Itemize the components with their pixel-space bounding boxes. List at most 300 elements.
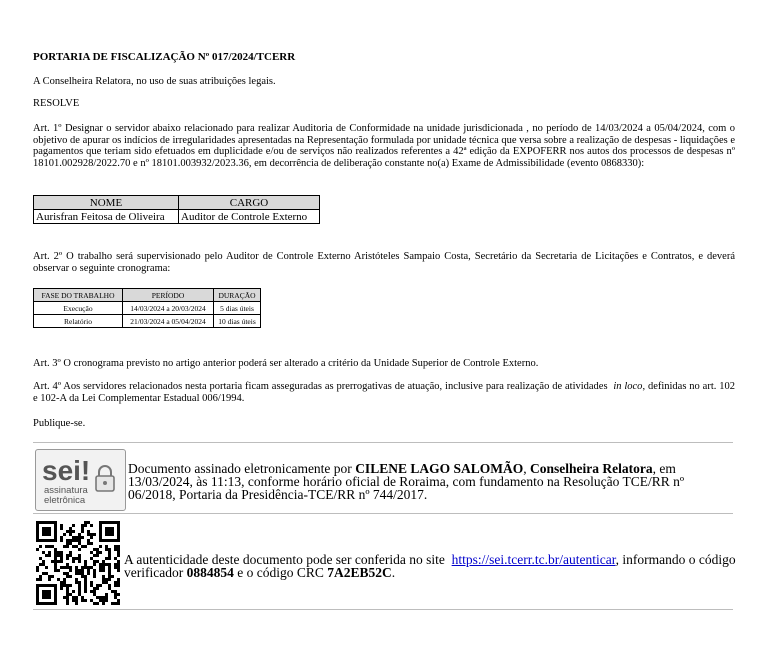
qr-module xyxy=(90,584,93,587)
qr-module xyxy=(69,569,72,572)
qr-module xyxy=(69,539,72,542)
qr-module xyxy=(99,569,102,572)
qr-module xyxy=(108,566,111,569)
qr-module xyxy=(105,545,108,548)
schedule-phase: Execução xyxy=(34,302,123,315)
qr-module xyxy=(75,581,78,584)
qr-module xyxy=(81,527,84,530)
qr-module xyxy=(108,575,111,578)
qr-module xyxy=(108,578,111,581)
qr-module xyxy=(66,584,69,587)
qr-module xyxy=(96,587,99,590)
qr-module xyxy=(117,545,120,548)
qr-module xyxy=(63,533,66,536)
schedule-duration: 10 dias úteis xyxy=(214,315,261,328)
qr-code xyxy=(36,521,120,605)
qr-module xyxy=(72,590,75,593)
qr-module xyxy=(48,554,51,557)
qr-module xyxy=(90,557,93,560)
qr-module xyxy=(75,539,78,542)
qr-module xyxy=(72,536,75,539)
divider xyxy=(33,513,733,514)
verifier-code: 0884854 xyxy=(186,565,234,580)
logo-sub1: assinatura xyxy=(44,485,88,496)
qr-module xyxy=(39,545,42,548)
qr-module xyxy=(117,593,120,596)
qr-module xyxy=(93,554,96,557)
qr-module xyxy=(63,566,66,569)
qr-module xyxy=(90,533,93,536)
authenticity-block xyxy=(124,553,736,579)
qr-module xyxy=(93,590,96,593)
qr-module xyxy=(48,578,51,581)
qr-module xyxy=(78,542,81,545)
qr-module xyxy=(111,602,114,605)
qr-module xyxy=(96,554,99,557)
qr-module xyxy=(96,602,99,605)
qr-module xyxy=(81,575,84,578)
qr-module xyxy=(78,581,81,584)
signature-prefix: Documento assinado eletronicamente por xyxy=(128,461,352,476)
qr-module xyxy=(72,596,75,599)
qr-module xyxy=(54,563,57,566)
divider xyxy=(33,609,733,610)
qr-module xyxy=(69,554,72,557)
article-4-text: Art. 4º Aos servidores relacionados nesta portaria ficam asseguradas as prerrogativas de atuação, inclusive para realização de atividades xyxy=(33,381,608,392)
qr-module xyxy=(108,557,111,560)
qr-module xyxy=(99,596,102,599)
qr-module xyxy=(75,596,78,599)
qr-module xyxy=(57,554,60,557)
qr-module xyxy=(108,587,111,590)
logo-sub2: eletrônica xyxy=(44,495,86,506)
staff-name: Aurisfran Feitosa de Oliveira xyxy=(34,210,179,224)
qr-module xyxy=(105,593,108,596)
qr-module xyxy=(60,581,63,584)
qr-module xyxy=(108,584,111,587)
qr-module xyxy=(108,554,111,557)
qr-module xyxy=(117,551,120,554)
qr-module xyxy=(87,533,90,536)
qr-module xyxy=(99,545,102,548)
qr-module xyxy=(75,557,78,560)
qr-module xyxy=(63,584,66,587)
divider xyxy=(33,442,733,443)
article-1: Art. 1º Designar o servidor abaixo relacionado para realizar Auditoria de Conformidade na unidade jurisdicionada , no período de 14/03/2024 a 05/04/2024, com o objetivo de apurar os indícios de irregularidades apresentadas na Representação formulada por unidade técnica que versa sobre a realização de despesas - liquidações e pagamentos que teriam sido efetuados em duplicidade e/ou de serviços não realizados referentes a 42ª edição da EXPOFERR nos autos dos processos de despesas nº 18101.002928/2022.70 e nº 18101.003932/2023.36, em decorrência de deliberação constante no(a) Exame de Admissibilidade (evento 0868330): xyxy=(33,123,735,169)
qr-module xyxy=(93,602,96,605)
qr-module xyxy=(105,548,108,551)
lock-icon xyxy=(96,466,114,491)
qr-module xyxy=(117,581,120,584)
qr-module xyxy=(66,590,69,593)
qr-module xyxy=(78,539,81,542)
qr-module xyxy=(117,566,120,569)
qr-module xyxy=(84,563,87,566)
qr-module xyxy=(42,560,45,563)
qr-module xyxy=(54,554,57,557)
qr-module xyxy=(117,548,120,551)
qr-module xyxy=(54,551,57,554)
qr-module xyxy=(84,584,87,587)
qr-module xyxy=(108,569,111,572)
qr-module xyxy=(57,578,60,581)
qr-module xyxy=(78,572,81,575)
qr-module xyxy=(66,566,69,569)
qr-module xyxy=(87,566,90,569)
qr-module xyxy=(99,584,102,587)
qr-module xyxy=(108,572,111,575)
qr-module xyxy=(57,569,60,572)
page-title: PORTARIA DE FISCALIZAÇÃO Nº 017/2024/TCERR xyxy=(33,51,296,63)
qr-module xyxy=(87,572,90,575)
qr-module xyxy=(45,554,48,557)
qr-module xyxy=(96,584,99,587)
qr-module xyxy=(114,590,117,593)
qr-module xyxy=(87,521,90,524)
qr-module xyxy=(81,545,84,548)
qr-module xyxy=(81,536,84,539)
qr-module xyxy=(81,599,84,602)
qr-module xyxy=(105,578,108,581)
qr-module xyxy=(42,563,45,566)
qr-module xyxy=(96,596,99,599)
qr-module xyxy=(72,545,75,548)
qr-module xyxy=(99,566,102,569)
table-row xyxy=(34,210,320,224)
qr-module xyxy=(114,602,117,605)
qr-module xyxy=(108,563,111,566)
qr-module xyxy=(114,596,117,599)
qr-module xyxy=(60,536,63,539)
qr-module xyxy=(69,575,72,578)
qr-module xyxy=(48,551,51,554)
qr-module xyxy=(72,557,75,560)
signature-details: , em 13/03/2024, às 11:13, conforme horário oficial de Roraima, com fundamento na Resolução TCE/RR nº 06/2018, Portaria da Presidência-TCE/RR nº 744/2017. xyxy=(128,461,685,502)
qr-module xyxy=(66,596,69,599)
publique-text: Publique-se. xyxy=(33,418,86,429)
qr-module xyxy=(96,548,99,551)
article-4 xyxy=(33,381,735,404)
qr-module xyxy=(78,554,81,557)
qr-module xyxy=(102,599,105,602)
qr-module xyxy=(60,539,63,542)
qr-module xyxy=(81,524,84,527)
qr-module xyxy=(75,566,78,569)
qr-module xyxy=(69,593,72,596)
qr-module xyxy=(93,569,96,572)
qr-module xyxy=(102,581,105,584)
qr-module xyxy=(117,563,120,566)
qr-module xyxy=(51,575,54,578)
qr-module xyxy=(78,548,81,551)
qr-module xyxy=(84,575,87,578)
qr-module xyxy=(36,578,39,581)
qr-module xyxy=(117,560,120,563)
qr-module xyxy=(75,602,78,605)
logo-text: sei! xyxy=(42,455,91,486)
qr-module xyxy=(102,575,105,578)
qr-module xyxy=(78,590,81,593)
article-2: Art. 2º O trabalho será supervisionado pelo Auditor de Controle Externo Aristóteles Sampaio Costa, Secretário da Secretaria de Licitações e Contratos, e deverá observar o seguinte cronograma: xyxy=(33,251,735,274)
qr-module xyxy=(102,578,105,581)
qr-module xyxy=(93,533,96,536)
qr-module xyxy=(69,533,72,536)
qr-module xyxy=(63,578,66,581)
qr-module xyxy=(108,551,111,554)
qr-module xyxy=(69,527,72,530)
schedule-period: 21/03/2024 a 05/04/2024 xyxy=(123,315,214,328)
qr-module xyxy=(81,572,84,575)
qr-module xyxy=(66,530,69,533)
qr-module xyxy=(81,566,84,569)
qr-module xyxy=(114,545,117,548)
qr-module xyxy=(60,584,63,587)
qr-module xyxy=(66,554,69,557)
qr-module xyxy=(66,542,69,545)
qr-module xyxy=(78,533,81,536)
qr-module xyxy=(66,557,69,560)
qr-module xyxy=(75,536,78,539)
qr-module xyxy=(39,578,42,581)
qr-module xyxy=(81,530,84,533)
qr-finder xyxy=(105,527,114,536)
qr-module xyxy=(63,596,66,599)
qr-module xyxy=(90,566,93,569)
qr-module xyxy=(72,539,75,542)
qr-module xyxy=(42,551,45,554)
qr-module xyxy=(90,581,93,584)
qr-module xyxy=(78,557,81,560)
qr-module xyxy=(75,578,78,581)
qr-module xyxy=(117,599,120,602)
staff-header-role: CARGO xyxy=(179,196,320,210)
qr-module xyxy=(54,566,57,569)
qr-module xyxy=(84,581,87,584)
qr-finder xyxy=(42,527,51,536)
qr-module xyxy=(72,560,75,563)
qr-module xyxy=(66,572,69,575)
authenticity-end: . xyxy=(391,565,396,580)
qr-module xyxy=(54,548,57,551)
signer-role: Conselheira Relatora xyxy=(529,461,653,476)
schedule-header-duration: DURAÇÃO xyxy=(214,289,261,302)
intro-paragraph: A Conselheira Relatora, no uso de suas atribuições legais. xyxy=(33,76,276,87)
qr-module xyxy=(54,560,57,563)
qr-module xyxy=(99,563,102,566)
table-row xyxy=(34,315,261,328)
resolve-heading: RESOLVE xyxy=(33,98,80,109)
qr-module xyxy=(69,566,72,569)
qr-module xyxy=(84,590,87,593)
qr-module xyxy=(45,572,48,575)
qr-module xyxy=(39,563,42,566)
qr-module xyxy=(75,572,78,575)
qr-module xyxy=(102,566,105,569)
qr-module xyxy=(114,584,117,587)
qr-module xyxy=(63,545,66,548)
qr-module xyxy=(90,590,93,593)
qr-module xyxy=(114,557,117,560)
qr-module xyxy=(117,602,120,605)
authenticity-crc-label: e o código CRC xyxy=(237,565,324,580)
schedule-duration: 5 dias úteis xyxy=(214,302,261,315)
qr-module xyxy=(87,569,90,572)
qr-module xyxy=(87,542,90,545)
qr-module xyxy=(72,524,75,527)
qr-module xyxy=(117,584,120,587)
qr-module xyxy=(66,575,69,578)
sei-logo xyxy=(35,449,126,511)
qr-module xyxy=(48,575,51,578)
authenticity-middle: , informando o código verificador xyxy=(124,552,736,580)
signer-name: CILENE LAGO SALOMÃO xyxy=(355,461,524,476)
qr-module xyxy=(111,590,114,593)
qr-module xyxy=(78,593,81,596)
qr-module xyxy=(84,524,87,527)
qr-module xyxy=(66,539,69,542)
qr-module xyxy=(114,581,117,584)
qr-module xyxy=(90,551,93,554)
qr-module xyxy=(60,524,63,527)
table-row xyxy=(34,302,261,315)
qr-module xyxy=(93,587,96,590)
qr-module xyxy=(105,599,108,602)
qr-module xyxy=(60,566,63,569)
qr-module xyxy=(60,551,63,554)
qr-module xyxy=(114,566,117,569)
qr-module xyxy=(105,581,108,584)
qr-module xyxy=(51,560,54,563)
qr-module xyxy=(117,578,120,581)
qr-module xyxy=(66,599,69,602)
qr-module xyxy=(105,563,108,566)
qr-module xyxy=(87,530,90,533)
qr-module xyxy=(72,530,75,533)
qr-module xyxy=(78,560,81,563)
qr-module xyxy=(84,521,87,524)
qr-module xyxy=(96,551,99,554)
article-4-italic: in loco xyxy=(613,381,643,392)
qr-module xyxy=(81,569,84,572)
qr-module xyxy=(84,566,87,569)
staff-role: Auditor de Controle Externo xyxy=(179,210,320,224)
qr-module xyxy=(105,596,108,599)
qr-module xyxy=(114,593,117,596)
qr-module xyxy=(66,545,69,548)
qr-module xyxy=(93,593,96,596)
qr-module xyxy=(102,602,105,605)
qr-module xyxy=(84,587,87,590)
sei-logo-graphic xyxy=(36,450,125,510)
qr-module xyxy=(72,599,75,602)
schedule-header-phase: FASE DO TRABALHO xyxy=(34,289,123,302)
qr-module xyxy=(90,524,93,527)
qr-module xyxy=(93,575,96,578)
qr-module xyxy=(78,584,81,587)
qr-module xyxy=(117,554,120,557)
qr-module xyxy=(66,602,69,605)
qr-module xyxy=(90,536,93,539)
qr-module xyxy=(99,551,102,554)
qr-module xyxy=(87,539,90,542)
qr-module xyxy=(84,599,87,602)
qr-module xyxy=(54,569,57,572)
qr-module xyxy=(36,569,39,572)
qr-module xyxy=(90,542,93,545)
qr-module xyxy=(69,530,72,533)
schedule-header-period: PERÍODO xyxy=(123,289,214,302)
qr-module xyxy=(57,551,60,554)
schedule-period: 14/03/2024 a 20/03/2024 xyxy=(123,302,214,315)
qr-module xyxy=(102,563,105,566)
qr-module xyxy=(36,566,39,569)
qr-module xyxy=(102,569,105,572)
staff-header-name: NOME xyxy=(34,196,179,210)
qr-module xyxy=(51,545,54,548)
qr-module xyxy=(45,545,48,548)
qr-module xyxy=(54,557,57,560)
qr-finder xyxy=(42,590,51,599)
authenticity-link[interactable]: https://sei.tcerr.tc.br/autenticar xyxy=(451,552,616,567)
qr-module xyxy=(84,578,87,581)
qr-module xyxy=(114,563,117,566)
qr-module xyxy=(42,572,45,575)
qr-module xyxy=(84,545,87,548)
qr-module xyxy=(105,557,108,560)
schedule-phase: Relatório xyxy=(34,315,123,328)
qr-module xyxy=(60,527,63,530)
qr-module xyxy=(69,542,72,545)
qr-module xyxy=(102,596,105,599)
article-4-rest: , definidas no art. 102 e 102-A da Lei Complementar Estadual 006/1994. xyxy=(33,381,735,404)
qr-module xyxy=(66,587,69,590)
qr-module xyxy=(66,593,69,596)
qr-module xyxy=(39,557,42,560)
crc-code: 7A2EB52C xyxy=(327,565,392,580)
qr-module xyxy=(75,545,78,548)
qr-module xyxy=(69,551,72,554)
qr-module xyxy=(102,560,105,563)
qr-module xyxy=(78,587,81,590)
qr-module xyxy=(63,572,66,575)
qr-module xyxy=(69,584,72,587)
qr-module xyxy=(96,560,99,563)
qr-module xyxy=(75,599,78,602)
staff-table xyxy=(33,195,320,224)
qr-module xyxy=(93,560,96,563)
qr-module xyxy=(99,599,102,602)
qr-module xyxy=(60,557,63,560)
qr-module xyxy=(45,566,48,569)
qr-module xyxy=(60,560,63,563)
qr-module xyxy=(93,572,96,575)
qr-module xyxy=(48,545,51,548)
schedule-table xyxy=(33,288,261,328)
qr-module xyxy=(57,560,60,563)
qr-module xyxy=(78,536,81,539)
qr-module xyxy=(75,569,78,572)
qr-module xyxy=(111,575,114,578)
qr-module xyxy=(81,596,84,599)
qr-module xyxy=(63,581,66,584)
qr-module xyxy=(84,560,87,563)
article-3: Art. 3º O cronograma previsto no artigo anterior poderá ser alterado a critério da Unidade Superior de Controle Externo. xyxy=(33,358,539,369)
qr-module xyxy=(93,563,96,566)
qr-module xyxy=(114,548,117,551)
qr-module xyxy=(60,587,63,590)
qr-module xyxy=(78,569,81,572)
qr-module xyxy=(66,563,69,566)
